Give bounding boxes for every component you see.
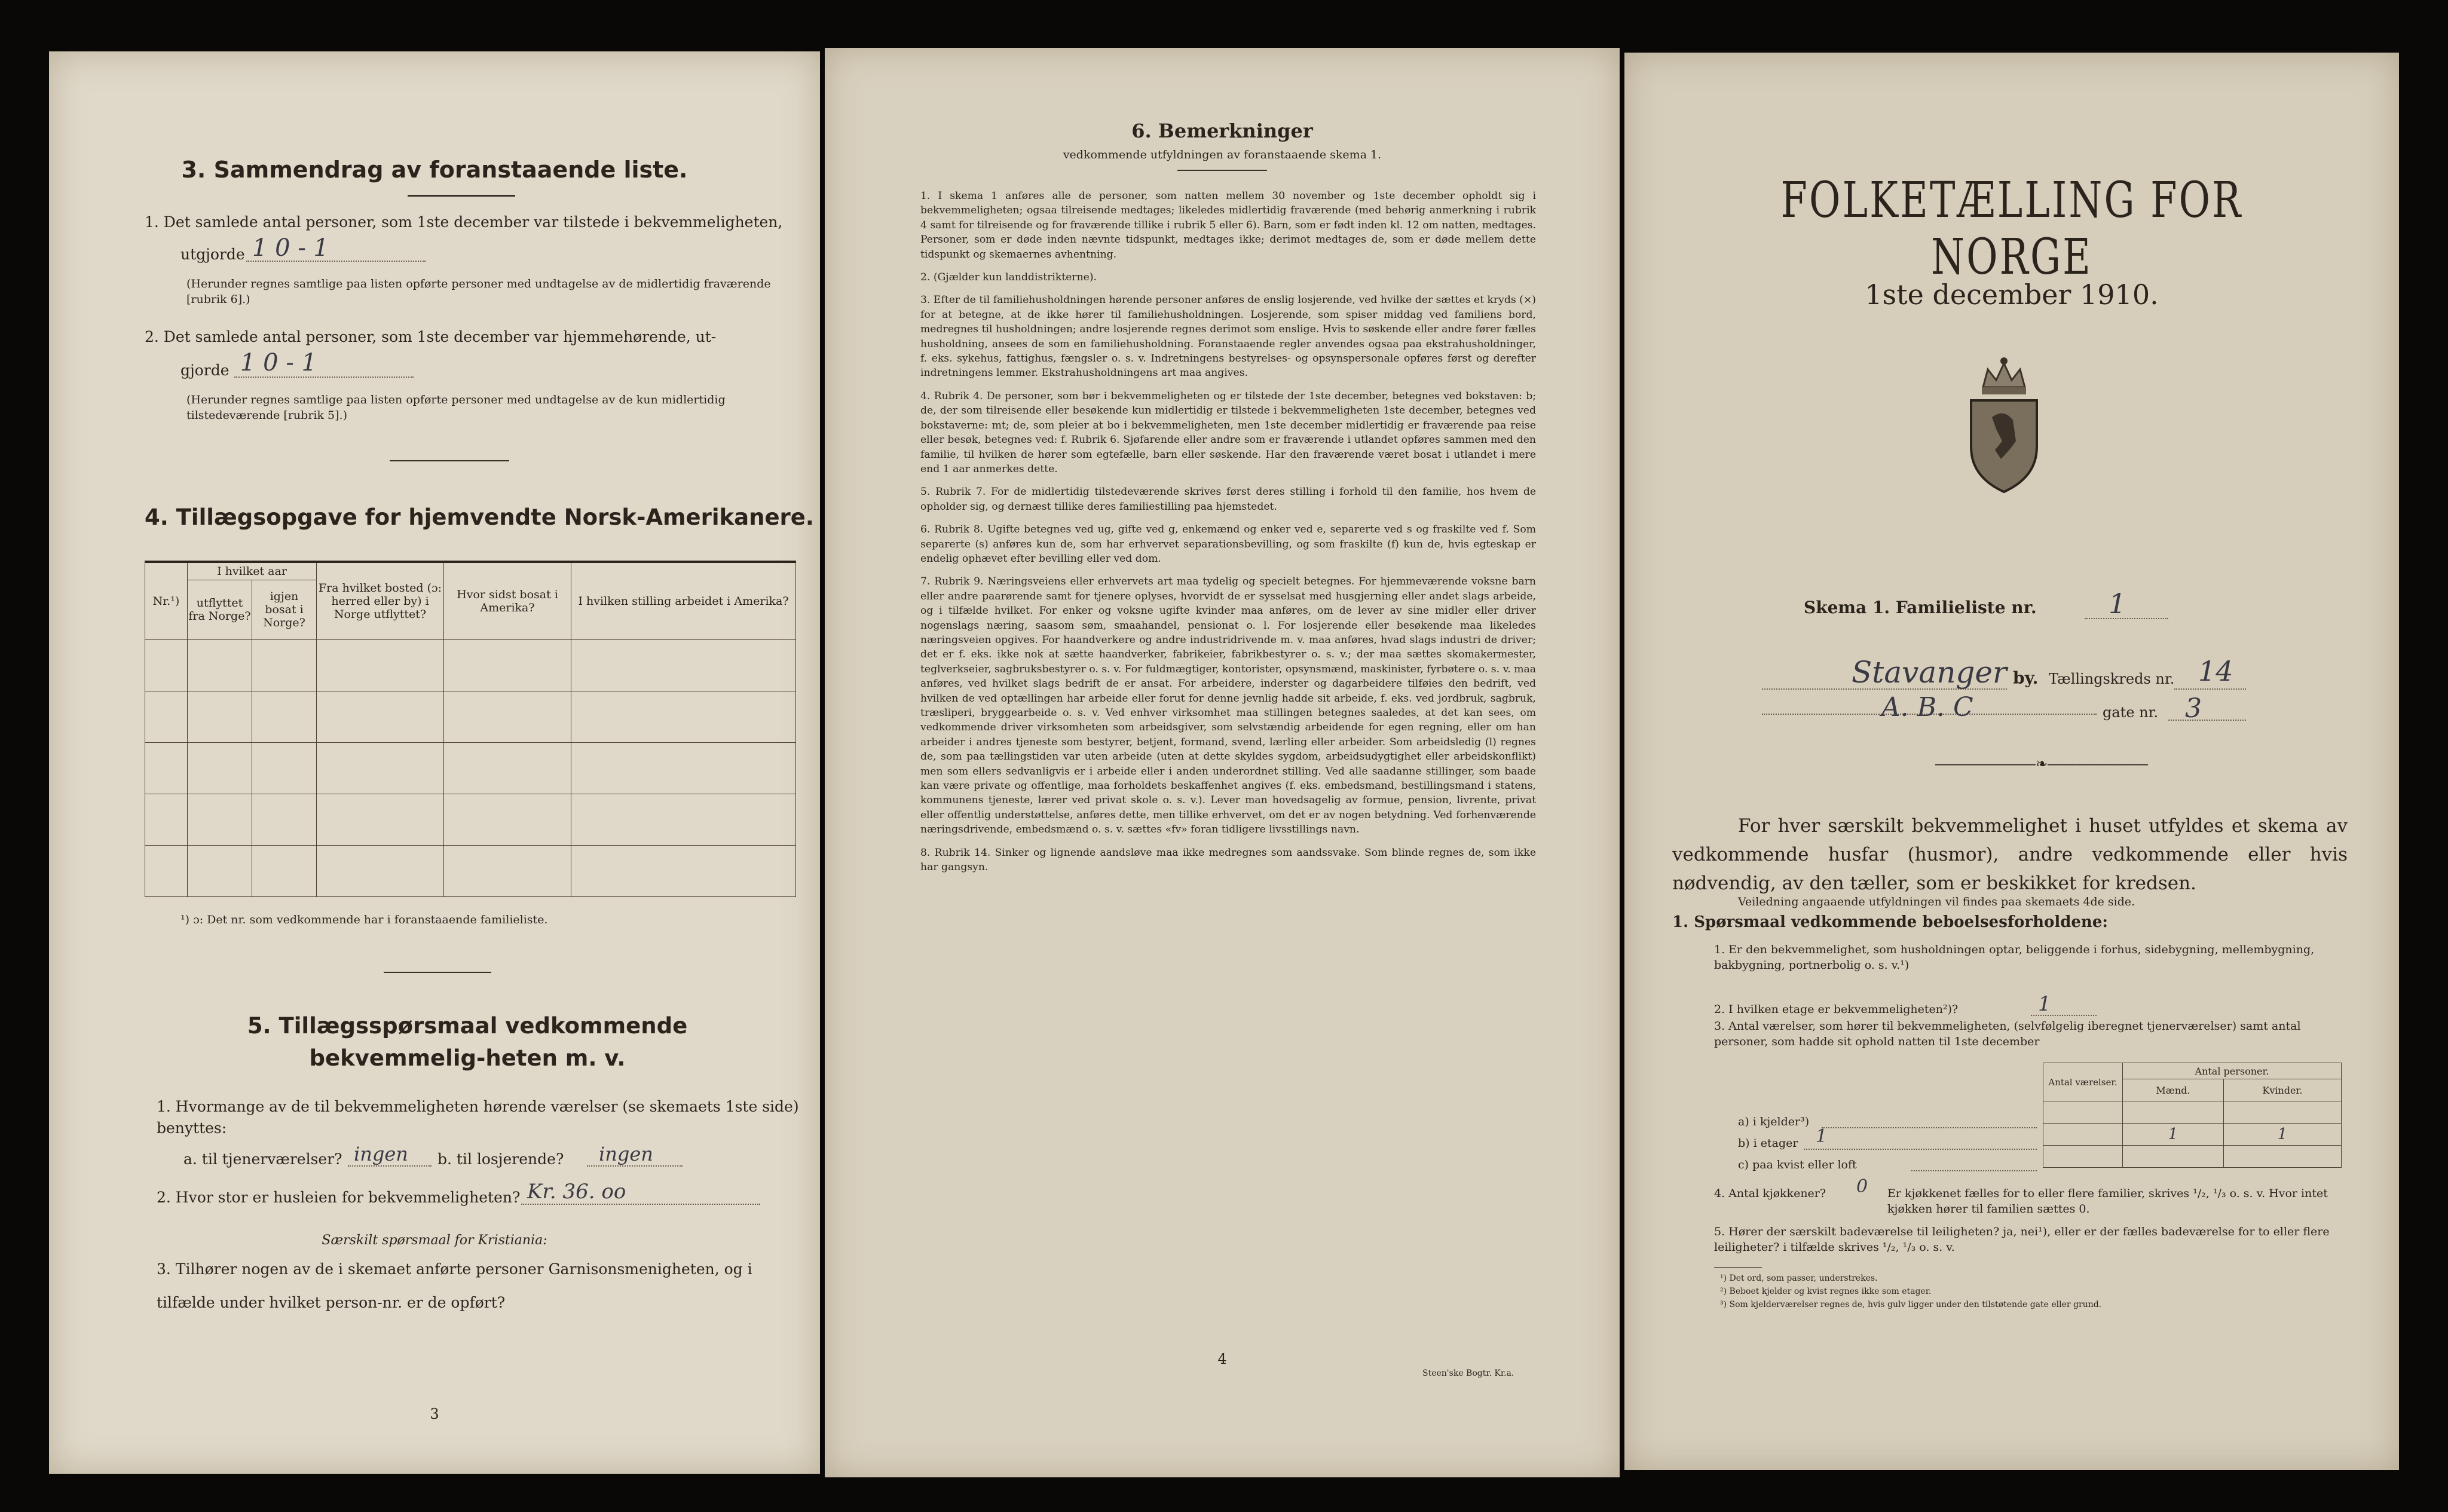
- col-women: Kvinder.: [2223, 1079, 2341, 1101]
- row-a-label: a) i kjelder³): [1738, 1115, 1810, 1128]
- gate-value: 3: [2185, 693, 2202, 724]
- row-b-value: 1: [1816, 1126, 1828, 1147]
- col-nr: Nr.¹): [145, 562, 188, 639]
- section-3-title: 3. Sammendrag av foranstaaende liste.: [181, 157, 688, 183]
- q4-value: 0: [1856, 1176, 1868, 1197]
- gate-line: [2168, 720, 2246, 721]
- remark-item: 4. Rubrik 4. De personer, som bør i bekvemmeligheten og er tilstede der 1ste december, betegnes ved bokstaven: b; de, der som tilreisende eller besøkende kun midlertidig er tilstede i bekvemmeligheten 1ste december, betegnes ved bokstaverne: mt; de, som pleier at bo i bekvemmeligheten, men 1ste december midlertidig er fraværende paa reise eller besøk, betegnes ved: f. Rubrik 6. Sjøfarende eller andre som er fraværende i utlandet opføres sammen med den familie, til hvilken de hører som egtefælle, barn eller søskende. Har den fraværende været bosat i utlandet i mere end 1 aar anmerkes dette.: [920, 390, 1536, 475]
- footnote-1: ¹) Det ord, som passer, understrekes.: [1720, 1274, 1878, 1283]
- divider: [408, 195, 515, 197]
- s5-q2-line: [521, 1204, 760, 1205]
- s3-question-1: 1. Det samlede antal personer, som 1ste december var tilstede i bekvemmeligheten,: [145, 213, 783, 231]
- questions-heading: 1. Spørsmaal vedkommende beboelsesforholdene:: [1672, 913, 2108, 931]
- q2-value: 1: [2038, 992, 2051, 1016]
- remark-item: 5. Rubrik 7. For de midlertidig tilstedeværende skrives først deres stilling i forhold til den familie, hos hvem de opholder sig, og dernæst tillike deres familiestilling paa hjemstedet.: [920, 486, 1536, 513]
- s5-q1a-line: [348, 1165, 432, 1167]
- footnote-3: ³) Som kjelderværelser regnes de, hvis gulv ligger under den tilstøtende gate eller grund.: [1720, 1300, 2102, 1309]
- rooms-persons-table: [2043, 1063, 2342, 1168]
- coat-of-arms-icon: [1959, 345, 2049, 495]
- page-4: [825, 48, 1620, 1477]
- question-4-rest: Er kjøkkenet fælles for to eller flere familier, skrives ¹/₂, ¹/₃ o. s. v. Hvor intet kjøkken hører til familien sættes 0.: [1887, 1187, 2328, 1216]
- row-c-line: [1911, 1170, 2037, 1171]
- question-1: 1. Er den bekvemmelighet, som husholdningen optar, beliggende i forhus, sidebygning, mellembygning, bakbygning, portnerbolig o. s. v.¹): [1714, 943, 2315, 972]
- printer-imprint: Steen'ske Bogtr. Kr.a.: [1422, 1369, 1514, 1378]
- page-3: [49, 51, 820, 1474]
- guide-text: Veiledning angaaende utfyldningen vil findes paa skemaets 4de side.: [1738, 895, 2135, 908]
- s5-q1b-value: ingen: [599, 1143, 653, 1165]
- col-igjen-bosat: igjen bosat i Norge?: [252, 580, 317, 639]
- col-rooms: Antal værelser.: [2043, 1063, 2123, 1101]
- s5-question-3: 3. Tilhører nogen av de i skemaet anførte personer Garnisonsmenigheten, og i tilfælde under hvilket person-nr. er de opført?: [157, 1260, 752, 1311]
- remark-item: 2. (Gjælder kun landdistrikterne).: [920, 271, 1097, 284]
- remark-item: 7. Rubrik 9. Næringsveiens eller erhvervets art maa tydelig og specielt betegnes. For hjemmeværende voksne barn eller andre paarørende samt for tjenere oplyses, hvorvidt de er sysselsat med husgjerning eller andet slags arbeide, og i tilfælde hvilket. For enker og voksne ugifte kvinder maa anføres, om de lever av sine midler eller driver nogenslags næring, saasom søm, smaahandel, pensionat o. l. For losjerende eller besøkende maa likeledes næringsveien opgives. For haandverkere og andre industridrivende m. v. maa anføres, hvad slags industri de driver; det er f. eks. ikke nok at sætte haandverker, fabrikeier, fabrikbestyrer o. s. v.; der maa sættes skomakermester, teglverkseier, sagbruksbestyrer o. s. v. For fuldmægtiger, kontorister, opsynsmænd, maskinister, fyrbøtere o. s. v. maa anføres, ved hvilket slags bedrift de er ansat. For arbeidere, inderster og dagarbeidere tilføies den bedrift, ved hvilken de ved optællingen har arbeide eller forut for denne jevnlig hadde sit arbeide, f. eks. ved jordbruk, sagbruk, træsliperi, bryggearbeide o. s. v. Ved enhver virksomhet maa stillingen betegnes saaledes, at det kan sees, om vedkommende driver virksomheten som arbeidsgiver, som selvstændig arbeidende for egen regning, eller om han arbeider i andres tjeneste som bestyrer, betjent, formand, svend, lærling eller arbeider. Som arbeidsledig (l) regnes de, som paa tællingstiden var uten arbeide (uten at dette skyldes sygdom, arbeidsudygtighet eller arbeidskonflikt) men som ellers sedvanligvis er i arbeide eller i anden underordnet stilling. Ved alle saadanne stillinger, som baade kan være private og offentlige, maa forholdets beskaffenhet angives (f. eks. embedsmand, bestillingsmand i statens, kommunens tjeneste, lærer ved privat skole o. s. v.). Lever man hovedsagelig av formue, pension, livrente, privat eller offentlig understøttelse, anføres dette, men tillike erhvervet, om det er av nogen betydning. Ved forhenværende næringsdrivende, embedsmænd o. s. v. sættes «fv» foran tidligere livsstillings navn.: [920, 576, 1536, 836]
- census-date: 1ste december 1910.: [1865, 278, 2159, 311]
- page-number: 4: [1217, 1351, 1227, 1367]
- ornament: ―――――――❧―――――――: [1935, 755, 2149, 772]
- col-stilling: I hvilken stilling arbeidet i Amerika?: [571, 562, 796, 639]
- s3-q2-lead: gjorde: [180, 362, 230, 379]
- col-persons: Antal personer.: [2123, 1063, 2342, 1079]
- gate-label: gate nr.: [2103, 704, 2159, 721]
- table-row: [2043, 1101, 2342, 1124]
- col-utflyttet: utflyttet fra Norge?: [188, 580, 252, 639]
- s5-special-heading: Særskilt spørsmaal for Kristiania:: [322, 1233, 547, 1248]
- s5-question-1: 1. Hvormange av de til bekvemmeligheten hørende værelser (se skemaets 1ste side) benyttes:: [157, 1098, 799, 1137]
- table-footnote: ¹) ɔ: Det nr. som vedkommende har i foranstaaende familieliste.: [180, 913, 548, 926]
- s5-q1a-value: ingen: [354, 1143, 408, 1165]
- remark-item: 6. Rubrik 8. Ugifte betegnes ved ug, gifte ved g, enkemænd og enker ved e, separerte ved s og fraskilte ved f. Som separerte (s) anføres kun de, som har erhvervet separationsbevilling, og som fraskilte (f) kun de, hvis egteskap er endelig ophævet efter bevilling eller ved dom.: [920, 524, 1536, 565]
- remark-item: 8. Rubrik 14. Sinker og lignende aandsløve maa ikke medregnes som aandssvake. Som blinde regnes de, som ikke har gangsyn.: [920, 846, 1536, 874]
- b-women-value: 1: [2223, 1124, 2341, 1146]
- table-row: [145, 691, 796, 742]
- s3-q1-value: 1 0 - 1: [252, 234, 329, 262]
- s5-q2-value: Kr. 36. oo: [527, 1180, 626, 1204]
- section-5-title: 5. Tillægsspørsmaal vedkommende bekvemmelig-heten m. v.: [247, 1013, 688, 1071]
- s5-q1b-label: b. til losjerende?: [437, 1150, 564, 1168]
- col-men: Mænd.: [2123, 1079, 2224, 1101]
- skema-label: Skema 1. Familieliste nr.: [1804, 598, 2037, 617]
- table-row: [145, 742, 796, 794]
- divider: [384, 972, 491, 973]
- familieliste-value: 1: [2109, 587, 2126, 620]
- table-row: [145, 794, 796, 845]
- s3-q2-line: [234, 377, 414, 378]
- col-bosted: Fra hvilket bosted (ɔ: herred eller by) i Norge utflyttet?: [317, 562, 444, 639]
- table-row: [145, 639, 796, 691]
- city-value: Stavanger: [1852, 655, 2007, 690]
- divider: [1177, 170, 1267, 171]
- familieliste-line: [2085, 618, 2168, 619]
- col-group-year: I hvilket aar: [188, 562, 317, 580]
- krets-label: Tællingskreds nr.: [2049, 671, 2175, 687]
- divider: [390, 460, 509, 461]
- s3-q1-lead: utgjorde: [180, 246, 245, 263]
- krets-value: 14: [2198, 655, 2233, 687]
- row-c-label: c) paa kvist eller loft: [1738, 1158, 1857, 1171]
- remark-item: 3. Efter de til familiehusholdningen hørende personer anføres de enslig losjerende, ved hvilke der sættes et kryds (×) for at betegne, at de ikke hører til familiehusholdningen. Losjerende, som spiser middag ved familiens bord, medregnes til husholdningen; andre losjerende regnes derimot som enslige. Hvis to søskende eller andre fører fælles husholdning, ansees de som en familiehusholdning. Foranstaaende regler anvendes ogsaa paa ekstrahusholdninger, f. eks. sykehus, fattighus, fængsler o. s. v. Indretningens bestyrelses- og opsynspersonale opføres først og derefter indretningens lemmer. Ekstrahusholdningens art maa angives.: [920, 294, 1536, 379]
- footnotes: [1720, 1272, 2101, 1311]
- table-row: [145, 845, 796, 896]
- remarks-title: 6. Bemerkninger: [1131, 120, 1313, 142]
- s3-question-2: 2. Det samlede antal personer, som 1ste december var hjemmehørende, ut-: [145, 328, 717, 345]
- row-b-line: [1804, 1149, 2037, 1150]
- s3-q2-note: (Herunder regnes samtlige paa listen opførte personer med undtagelse av de kun midlertidig tilstedeværende [rubrik 5].): [186, 393, 726, 422]
- footnote-2: ²) Beboet kjelder og kvist regnes ikke som etager.: [1720, 1287, 1932, 1296]
- s3-q1-note: (Herunder regnes samtlige paa listen opførte personer med undtagelse av de midlertidig fraværende [rubrik 6].): [186, 277, 771, 306]
- row-a-line: [1822, 1127, 2037, 1128]
- remarks-subtitle: vedkommende utfyldningen av foranstaaende skema 1.: [1063, 148, 1382, 161]
- table-row: [2043, 1124, 2342, 1146]
- s5-question-2: 2. Hvor stor er husleien for bekvemmeligheten?: [157, 1189, 521, 1206]
- norsk-amerikanere-table: [145, 561, 796, 897]
- page-1-cover: [1624, 53, 2399, 1470]
- s3-q2-value: 1 0 - 1: [240, 349, 317, 377]
- s5-q1b-line: [587, 1165, 683, 1167]
- s5-q1a-label: a. til tjenerværelser?: [183, 1150, 342, 1168]
- remarks-list: [920, 189, 1536, 883]
- remark-item: 1. I skema 1 anføres alle de personer, som natten mellem 30 november og 1ste december opholdt sig i bekvemmeligheten; ogsaa tilreisende medtages; likeledes midlertidig fraværende (med behørig anmerkning i rubrik 4 samt for tilreisende og for fraværende tillike i rubrik 5 eller 6). Barn, som er født inden kl. 12 om natten, medtages. Personer, som er døde inden nævnte tidspunkt, medtages ikke; derimot medtages de, som er døde mellem dette tidspunkt og skemaernes avhentning.: [920, 190, 1536, 261]
- question-2: 2. I hvilken etage er bekvemmeligheten²)?: [1714, 1003, 1959, 1016]
- question-5: 5. Hører der særskilt badeværelse til leiligheten? ja, nei¹), eller er der fælles badeværelse for to eller flere leiligheter? i tilfælde skrives ¹/₂, ¹/₃ o. s. v.: [1714, 1225, 2330, 1254]
- street-value: A. B. C: [1881, 692, 1973, 723]
- b-men-value: 1: [2123, 1124, 2224, 1146]
- question-3: 3. Antal værelser, som hører til bekvemmeligheten, (selvfølgelig iberegnet tjenerværelser) samt antal personer, som hadde sit ophold natten til 1ste december: [1714, 1020, 2301, 1048]
- question-4: 4. Antal kjøkkener?: [1714, 1187, 1826, 1200]
- city-label: by.: [2013, 668, 2039, 688]
- page-number: 3: [430, 1406, 439, 1422]
- col-sidst-bosat: Hvor sidst bosat i Amerika?: [444, 562, 571, 639]
- divider: [1714, 1267, 1762, 1268]
- census-title: FOLKETÆLLING FOR NORGE: [1780, 172, 2243, 286]
- krets-line: [2174, 688, 2246, 690]
- table-row: [2043, 1146, 2342, 1168]
- section-4-title: 4. Tillægsopgave for hjemvendte Norsk-Amerikanere.: [145, 504, 814, 530]
- intro-text: For hver særskilt bekvemmelighet i huset utfyldes et skema av vedkommende husfar (husmor), andre vedkommende eller hvis nødvendig, av den tæller, som er beskikket for kredsen.: [1672, 815, 2348, 894]
- row-b-label: b) i etager: [1738, 1137, 1798, 1150]
